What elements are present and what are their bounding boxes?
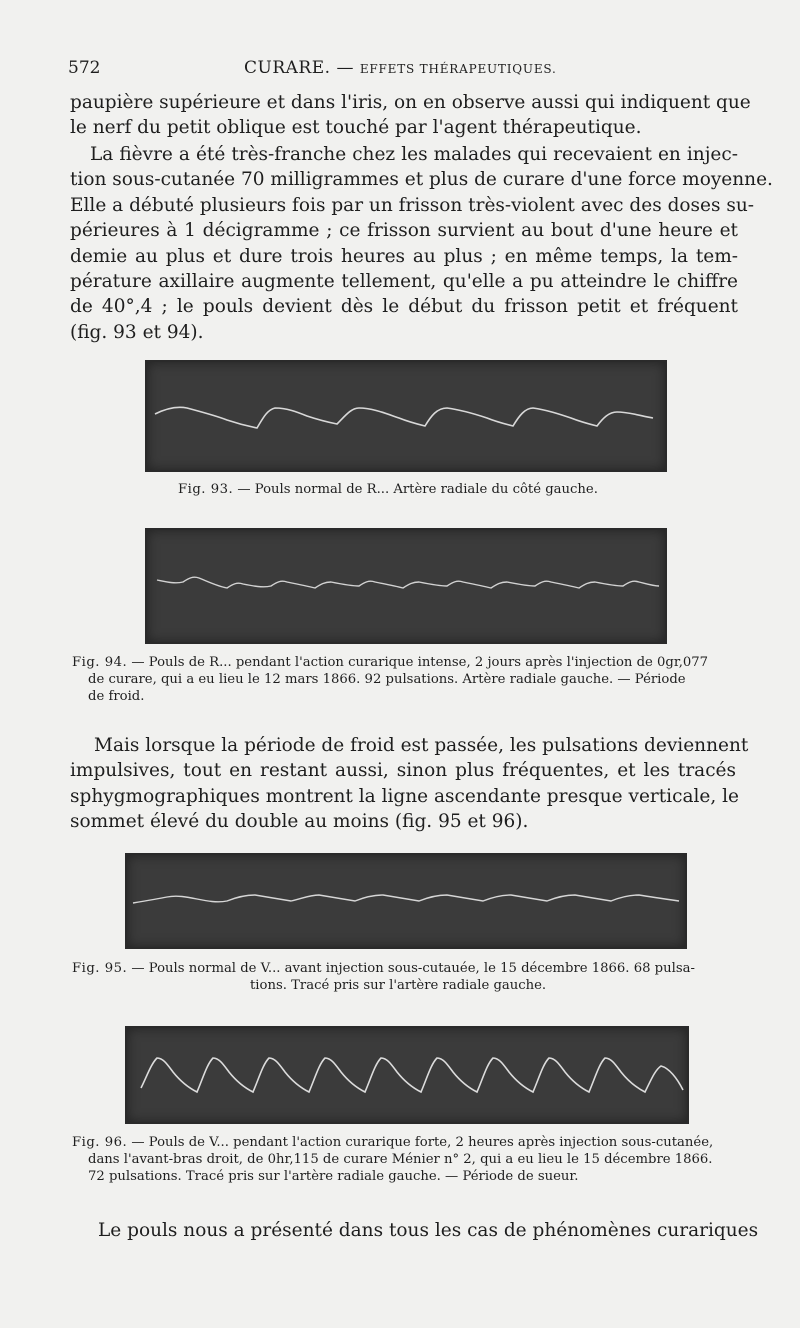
paragraph-line: demie au plus et dure trois heures au plus ; en même temps, la tem-: [70, 245, 738, 267]
running-title-main: CURARE.: [244, 58, 331, 78]
figure-96-pulse-trace: [125, 1026, 689, 1124]
figure-93-caption: [178, 481, 598, 498]
paragraph-line: tion sous-cutanée 70 milligrammes et plus de curare d'une force moyenne.: [70, 169, 773, 191]
paragraph-line: Elle a débuté plusieurs fois par un frisson très-violent avec des doses su-: [70, 194, 755, 216]
figure-label: Fig. 93.: [178, 482, 234, 497]
paragraph-line: Le pouls nous a présenté dans tous les cas de phénomènes curariques: [98, 1220, 759, 1241]
running-header: [68, 58, 740, 84]
figure-95-pulse-trace: [125, 853, 687, 949]
running-title: [244, 58, 557, 78]
paragraph-line: pérature axillaire augmente tellement, qu'elle a pu atteindre le chiffre: [70, 271, 738, 293]
paragraph-line: (fig. 93 et 94).: [70, 321, 204, 343]
caption-line: [72, 654, 708, 671]
pulse-trace-graphic: [147, 362, 665, 470]
figure-label: Fig. 96.: [72, 1135, 128, 1150]
paragraph-4: [70, 1218, 759, 1243]
paragraph-3: [70, 733, 749, 835]
figure-96-caption: [72, 1134, 713, 1185]
paragraph-line: le nerf du petit oblique est touché par l'agent thérapeutique.: [70, 117, 642, 139]
running-title-sub: EFFETS THÉRAPEUTIQUES.: [359, 62, 557, 76]
caption-text: — Pouls normal de V... avant injection sous-cutauée, le 15 décembre 1866. 68 pulsa-: [131, 961, 695, 976]
paragraph-1: [70, 90, 751, 141]
caption-line: tions. Tracé pris sur l'artère radiale gauche.: [250, 978, 547, 993]
paragraph-2: [70, 142, 773, 345]
caption-line: dans l'avant-bras droit, de 0hr,115 de curare Ménier n° 2, qui a eu lieu le 15 décembre 1866.: [88, 1152, 713, 1167]
paragraph-line: de 40°,4 ; le pouls devient dès le début du frisson petit et fréquent: [70, 296, 738, 318]
caption-text: — Pouls de V... pendant l'action curarique forte, 2 heures après injection sous-cutanée,: [131, 1135, 714, 1150]
caption-text: — Pouls de R... pendant l'action curarique intense, 2 jours après l'injection de 0gr,077: [131, 655, 709, 670]
figure-93-pulse-trace: [145, 360, 667, 472]
paragraph-line: impulsives, tout en restant aussi, sinon plus fréquentes, et les tracés: [70, 760, 736, 782]
figure-94-caption: [72, 654, 708, 705]
caption-line: [72, 960, 695, 977]
pulse-trace-graphic: [127, 855, 685, 947]
caption-text: — Pouls normal de R... Artère radiale du côté gauche.: [237, 482, 598, 497]
paragraph-line: Mais lorsque la période de froid est passée, les pulsations deviennent: [94, 735, 749, 756]
figure-94-pulse-trace: [145, 528, 667, 644]
paragraph-line: sommet élevé du double au moins (fig. 95 et 96).: [70, 811, 529, 833]
running-title-separator: —: [336, 58, 354, 78]
pulse-trace-graphic: [127, 1028, 687, 1122]
caption-line: de curare, qui a eu lieu le 12 mars 1866. 92 pulsations. Artère radiale gauche. — Période: [88, 672, 686, 687]
caption-line: de froid.: [88, 689, 145, 704]
paragraph-line: La fièvre a été très-franche chez les malades qui recevaient en injec-: [90, 144, 738, 165]
caption-line: 72 pulsations. Tracé pris sur l'artère radiale gauche. — Période de sueur.: [88, 1169, 579, 1184]
page-number: 572: [68, 58, 101, 78]
paragraph-line: sphygmographiques montrent la ligne ascendante presque verticale, le: [70, 785, 739, 807]
figure-95-caption: [72, 960, 695, 994]
paragraph-line: périeures à 1 décigramme ; ce frisson survient au bout d'une heure et: [70, 220, 738, 242]
pulse-trace-graphic: [147, 530, 665, 642]
paragraph-line: paupière supérieure et dans l'iris, on en observe aussi qui indiquent que: [70, 92, 751, 113]
figure-label: Fig. 94.: [72, 655, 128, 670]
figure-label: Fig. 95.: [72, 961, 128, 976]
caption-line: [72, 1134, 713, 1151]
